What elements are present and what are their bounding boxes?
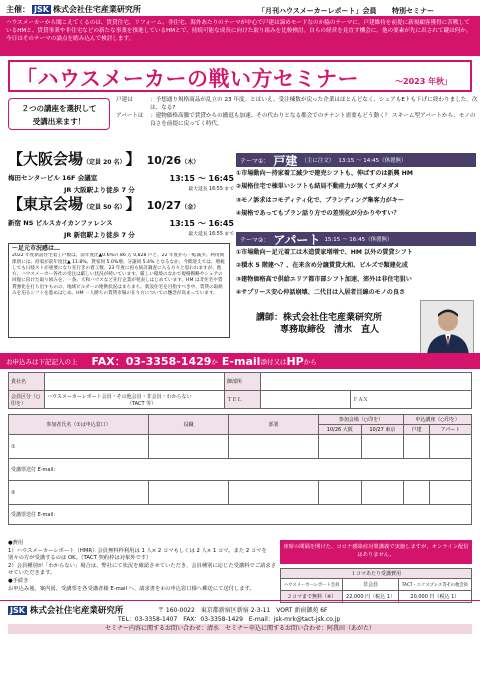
- info-line: お申込み後、案内図、受講票を各受講者様 E-mail へ、請求書を①の申込窓口様へ郵送にて送付します。: [8, 585, 255, 592]
- attendee-2-apart[interactable]: [429, 481, 471, 505]
- dept-header: 部署: [229, 415, 319, 435]
- pick-line-1: ２つの講座を選択して: [21, 104, 97, 113]
- attendee-2-tokyo[interactable]: [361, 481, 404, 505]
- theme-name: アパート: [273, 232, 321, 247]
- fee-member: ハウスメーカーレポート会員: [281, 579, 343, 591]
- topic-item: ①市場動向～足元着工は木造賃家増増で、HM 以外の賃貸シフト: [236, 249, 413, 256]
- venue-time: 13:15 ～ 16:45: [169, 174, 234, 183]
- page-subtitle: ～2023 年秋」: [395, 77, 453, 86]
- venue-date: 10/26: [146, 154, 182, 167]
- venue-capacity: （定員 20 名）: [83, 159, 126, 166]
- page-title: 「ハウスメーカーの戦い方セミナー: [16, 67, 359, 91]
- theme-time: 15:15 ～ 16:45（休憩無）: [324, 237, 393, 243]
- attendee-2-position[interactable]: [149, 481, 229, 505]
- seminar-label: 特別セミナー: [392, 7, 434, 15]
- company-form: [8, 372, 472, 409]
- topic-item: ①市場動向～持家着工減少で建売シフトも、伸ばすのは新興 HM: [236, 170, 413, 177]
- tokyo-header: 10/27 東京: [361, 425, 404, 435]
- venue-dow: （金）: [181, 204, 200, 211]
- email-label: 受講票送付 E-mail：: [11, 467, 59, 473]
- attendee-1-kodate[interactable]: [404, 435, 430, 459]
- theme-sub: （主に注文）: [301, 158, 335, 164]
- topic-item: ②積水 5 階建へ？、在来含め分譲賃貸大和、ビルズで類建化成: [236, 262, 408, 270]
- theme-bar: [236, 232, 476, 246]
- footer-inquiry: セミナー内容に関するお問い合わせ：清水 セミナー申込に関するお問い合わせ：阿我田（あがた）: [8, 624, 472, 634]
- venue-time: 13:15 ～ 16:45: [169, 219, 234, 228]
- apply-mid2: 添付又は: [260, 357, 287, 366]
- attendee-2-dept[interactable]: [229, 481, 319, 505]
- attendee-2-osaka[interactable]: [319, 481, 362, 505]
- fee-nonmember-value: 22,000 円（税込 1）: [343, 591, 398, 603]
- fax-label: ＦＡＸ: [353, 397, 369, 403]
- lecturer-photo: [420, 300, 474, 354]
- attendee-2-name[interactable]: [9, 481, 149, 505]
- row-number: ②: [11, 489, 16, 496]
- venue-access: JR 大阪駅より徒歩 7 分: [64, 186, 135, 194]
- course-row-apart: [116, 112, 480, 128]
- pick-courses-box: [8, 98, 110, 130]
- apart-header: アパート: [429, 425, 471, 435]
- venue-access: JR 新宿駅より徒歩 7 分: [64, 231, 135, 239]
- venue-tokyo: 【東京会場 （定員 50 名） 】 10/27 （金） 新宿 NS ビルスカイカンファレンス 13:15 ～ 16:45 JR 新宿駅より徒歩 7 分 最大延長 16:55 まで: [8, 195, 234, 239]
- attendee-header: 参加者氏名（①は申込窓口）: [9, 415, 149, 435]
- venue-max: 最大延長 16:55 まで: [188, 232, 234, 237]
- info-line: ●手続き: [8, 577, 29, 584]
- attendee-2-email[interactable]: [9, 505, 472, 525]
- category-text: ハウスメーカーレポート会員・その他会員・非会員・わからない: [47, 393, 192, 400]
- theme-label: テーマ②：: [240, 236, 270, 244]
- host-name: 株式会社住宅産業研究所: [52, 5, 141, 14]
- attendee-1-dept[interactable]: [229, 435, 319, 459]
- lecturer-block: [256, 312, 382, 336]
- company-label: 貴社名: [9, 373, 45, 391]
- kodate-header: 戸建: [404, 425, 430, 435]
- topic-item: ③建物価格高で供給エリア都市部シフト加速、郊外は非住宅狙い: [236, 275, 412, 283]
- attendee-1-name[interactable]: [9, 435, 149, 459]
- footer-address: 〒 160-0022 東京都新宿区新宿 2-3-11 VORT 新宿御苑 6F: [158, 607, 328, 614]
- course-key: 戸建は: [116, 97, 133, 103]
- pick-line-2: 受講出来ます！: [32, 117, 86, 126]
- attendee-1-tokyo[interactable]: [361, 435, 404, 459]
- fax-input[interactable]: [351, 391, 472, 409]
- attendee-1-position[interactable]: [149, 435, 229, 459]
- fee-head: １コマあたり受講費用: [281, 569, 472, 579]
- venue-name: 【東京会場: [8, 195, 84, 213]
- tel-label: ＴＥＬ: [225, 391, 261, 409]
- fee-other-value: 20,000 円（税込 1）: [398, 591, 471, 603]
- jsk-logo: JSK: [34, 5, 49, 14]
- covid-notice: 座席の間隔を開けた、コロナ感染症対策講義で実施しますが、オンライン配信はありません。: [280, 540, 472, 564]
- apply-mid: か: [211, 357, 218, 366]
- member-label: 「月刊ハウスメーカーレポート」会員: [258, 7, 377, 15]
- course-key: アパートは: [116, 113, 144, 119]
- lecturer-title: 専務取締役: [280, 325, 326, 335]
- fee-nonmember: 非会員: [343, 579, 398, 591]
- footer-contact: TEL：03-3358-1407 FAX：03-3358-1429 E-mail：jsk-mrk@tact-jsk.co.jp: [118, 616, 341, 623]
- venue-place: 新宿 NS ビルスカイカンファレンス: [8, 219, 113, 227]
- theme-kodate: [236, 153, 476, 220]
- attendee-1-apart[interactable]: [429, 435, 471, 459]
- apply-prefix: お申込みは下記記入の上: [6, 357, 78, 366]
- footer-company-name: 株式会社住宅産業研究所: [29, 606, 124, 616]
- topic-item: ②規格住宅で棟単いシフトも結局不動産力が無くてダメダメ: [236, 183, 400, 191]
- course-descriptions: [116, 96, 480, 138]
- fee-other: TACT・エクスプレス等その他会員: [398, 579, 471, 591]
- category-note: （TACT 等）: [127, 400, 157, 407]
- dept-label: 御部所: [225, 373, 261, 391]
- fee-member-value: ２コマまで無料（※）: [281, 591, 343, 603]
- category-label: 会員区分（○印を）: [9, 391, 45, 409]
- attendee-1-email[interactable]: [9, 459, 472, 481]
- attendee-form: [8, 414, 472, 525]
- info-line: 1）ハウスメーカーレポート（HMR）会員無料枠利用は 1 人× 2 コマもしくは 2 人× 1 コマ。また 2 コマを別々の方が受講するのは OK。（TACT 契約枠は対象外です）: [8, 547, 267, 562]
- venue-dow: （木）: [181, 159, 200, 166]
- apply-email: E-mail: [221, 354, 261, 368]
- venue-header: 参加会場（○印を）: [319, 415, 404, 425]
- apply-bar: [0, 353, 480, 369]
- topic-item: ④規格であってもプラン話り方での差別化が分かりやすい？: [236, 209, 400, 217]
- attendee-1-osaka[interactable]: [319, 435, 362, 459]
- note-title: ～足元市況感は…: [12, 245, 61, 252]
- footer-company: [8, 604, 123, 616]
- course-row-kodate: [116, 96, 480, 112]
- theme-label: テーマ①：: [240, 157, 270, 165]
- info-line: 2）会員種別が「わからない」場合は、弊社にて状況を確認させていただき、会員種別に応じた受講料でご請求させていただきます。: [8, 562, 277, 577]
- course-text: ：建物価格高騰で賃貸からの撤退も加速、その代わりとなる都会でのテナント需要もどう動く？ スキーム型アパートから、モノの良さを前提に戻ってく時代。: [150, 113, 476, 127]
- fee-table: [280, 568, 472, 603]
- apply-hp: HP: [286, 354, 304, 368]
- venue-capacity: （定員 50 名）: [83, 204, 126, 211]
- theme-name: 戸建: [273, 153, 298, 168]
- jsk-logo: JSK: [10, 606, 25, 615]
- email-label: 受講票送付 E-mail：: [11, 512, 59, 518]
- dept-input[interactable]: [261, 373, 472, 391]
- course-text: ：予想通り規格商品が乱立の 23 年度。とはいえ、受注棟数が戻った企業はほとんどなく、シェアもEトも下げに終わりました。次は、なる?: [150, 97, 478, 111]
- topic-item: ③モノ訴求はコモディティ化で、ブランディング集客力がキー: [236, 196, 404, 204]
- attendee-2-kodate[interactable]: [404, 481, 430, 505]
- lecturer-name: 清水 直人: [334, 325, 380, 335]
- apply-suffix: から: [303, 357, 317, 366]
- market-note: [8, 243, 230, 338]
- company-input[interactable]: [45, 373, 225, 391]
- info-head: ●費用: [8, 540, 24, 546]
- venue-max: 最大延長 16:55 まで: [188, 187, 234, 192]
- tel-input[interactable]: [261, 391, 351, 409]
- host-line: [6, 4, 141, 15]
- intro-text: ハウスメーカーから聞こえてくるのは、賃貸住宅、リフォーム、非住宅、海外あたりのテーマが中心で戸建は諦めモードなのか脇のテーマに。戸建維持を前提に新規顧客獲得に苦戦しているHMと、賃貸事業や非住宅などの新たな事業を推進しているHMとで、持続可能な成長に向けた取り組みを比較検討。自らの経営を見直す機会に。他の要素が先に出されて鍵は何か。今日はそのテーマの論点を踏み込んで検討します。: [0, 16, 480, 56]
- theme-bar: [236, 153, 476, 167]
- venue-name: 【大阪会場: [8, 150, 84, 168]
- osaka-header: 10/26 大阪: [319, 425, 362, 435]
- position-header: 役職: [149, 415, 229, 435]
- host-label: 主催：: [6, 5, 30, 14]
- topic-item: ④サプリース安心仲話崩壊、二代目は入居者目線のモノの良さ: [236, 288, 406, 296]
- venue-osaka: 【大阪会場 （定員 20 名） 】 10/26 （木） 梅田センタービル 16F 会議室 13:15 ～ 16:45 JR 大阪駅より徒歩 7 分 最大延長 16:55 まで: [8, 150, 234, 194]
- theme-apart: [236, 232, 476, 299]
- venue-place: 梅田センタービル 16F 会議室: [8, 174, 98, 182]
- theme-time: 13:15 ～ 14:45（休憩無）: [338, 158, 407, 164]
- theme-header: 申込講座（○印を）: [404, 415, 472, 425]
- row-number: ①: [11, 443, 16, 450]
- footer-divider: [0, 600, 480, 601]
- note-body: 2022 年度新設住宅着工戸数は、前年度比▲0.6%の 86 万 0,828 戸と、22 年度から一転減少。利用関係別には、持家が前年度比▲ 11.8%、貸家同 5.0%増、分譲同 5.4% となるなか、今期迎えては、増税しても日経ストが重要になり先行きの着工数、23 年度に再も統計調査に入る方々と思われますが、他方、ハウスメーカー各社の受注は厳しい状況が続いています。厳しい環境のなかで規格戦略やシェアの回復に向けた取り組みを、一条、大和ハウスなど先行企業が発表しはじめています。HM は非住宅や賃貸強化を打ち出すものの、地域ビルダーの連携状況はまちまち。新設住宅を目指すべき中、賃貸の取組みを迫るシフトを進めはじめ、HM 一人勝ちの賃貸市場の在り方についての懸念が高まっています。: [12, 253, 225, 297]
- fee-info: [8, 540, 276, 593]
- venue-date: 10/27: [146, 199, 182, 212]
- category-options[interactable]: [45, 391, 225, 409]
- apply-fax: FAX：03-3358-1429: [91, 355, 212, 368]
- lecturer-role: 講師：株式会社住宅産業研究所: [256, 313, 383, 323]
